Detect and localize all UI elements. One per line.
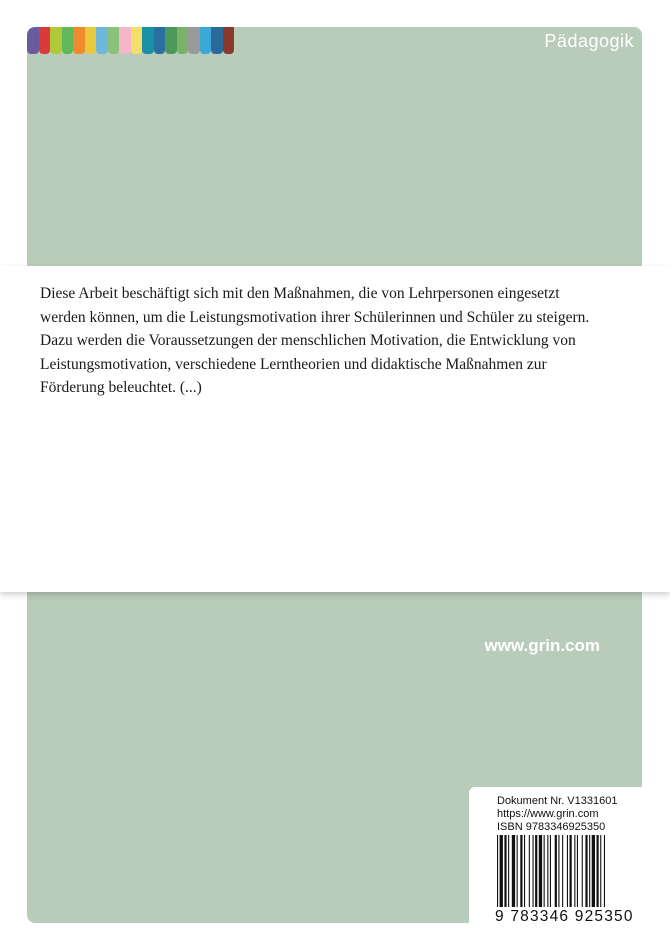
document-url: https://www.grin.com — [497, 808, 599, 820]
color-stripe — [177, 27, 189, 54]
color-stripe — [154, 27, 166, 54]
color-stripe — [142, 27, 154, 54]
color-stripe — [50, 27, 62, 54]
abstract-line: Leistungsmotivation, verschiedene Lerntheorien und didaktische Maßnahmen zur — [40, 355, 547, 373]
color-stripe — [200, 27, 212, 54]
color-stripe — [27, 27, 39, 54]
color-stripe — [73, 27, 85, 54]
barcode-icon — [497, 835, 642, 907]
color-stripe — [85, 27, 97, 54]
color-stripe — [39, 27, 51, 54]
abstract-line: Dazu werden die Voraussetzungen der menschlichen Motivation, die Entwicklung von — [40, 332, 576, 349]
color-stripe — [188, 27, 200, 54]
color-stripe — [131, 27, 143, 54]
color-stripe — [96, 27, 108, 54]
barcode-digits: 9 783346 925350 — [495, 908, 634, 923]
color-strip — [27, 27, 234, 54]
abstract-line: Förderung beleuchtet. (...) — [40, 379, 202, 396]
document-meta — [497, 795, 617, 834]
abstract-panel — [0, 266, 670, 592]
color-stripe — [62, 27, 74, 54]
abstract-line: Diese Arbeit beschäftigt sich mit den Maßnahmen, die von Lehrpersonen eingesetzt — [40, 285, 560, 302]
category-label: Pädagogik — [544, 31, 634, 51]
barcode-panel — [469, 787, 642, 923]
document-number: Dokument Nr. V1331601 — [497, 795, 618, 807]
color-stripe — [119, 27, 131, 54]
website-label: www.grin.com — [484, 636, 600, 655]
abstract-line: werden können, um die Leistungsmotivation ihrer Schülerinnen und Schüler zu steigern. — [40, 308, 590, 326]
isbn-text: ISBN 9783346925350 — [497, 821, 606, 833]
abstract-text — [40, 282, 640, 400]
color-stripe — [211, 27, 223, 54]
color-stripe — [223, 27, 235, 54]
color-stripe — [108, 27, 120, 54]
color-stripe — [165, 27, 177, 54]
